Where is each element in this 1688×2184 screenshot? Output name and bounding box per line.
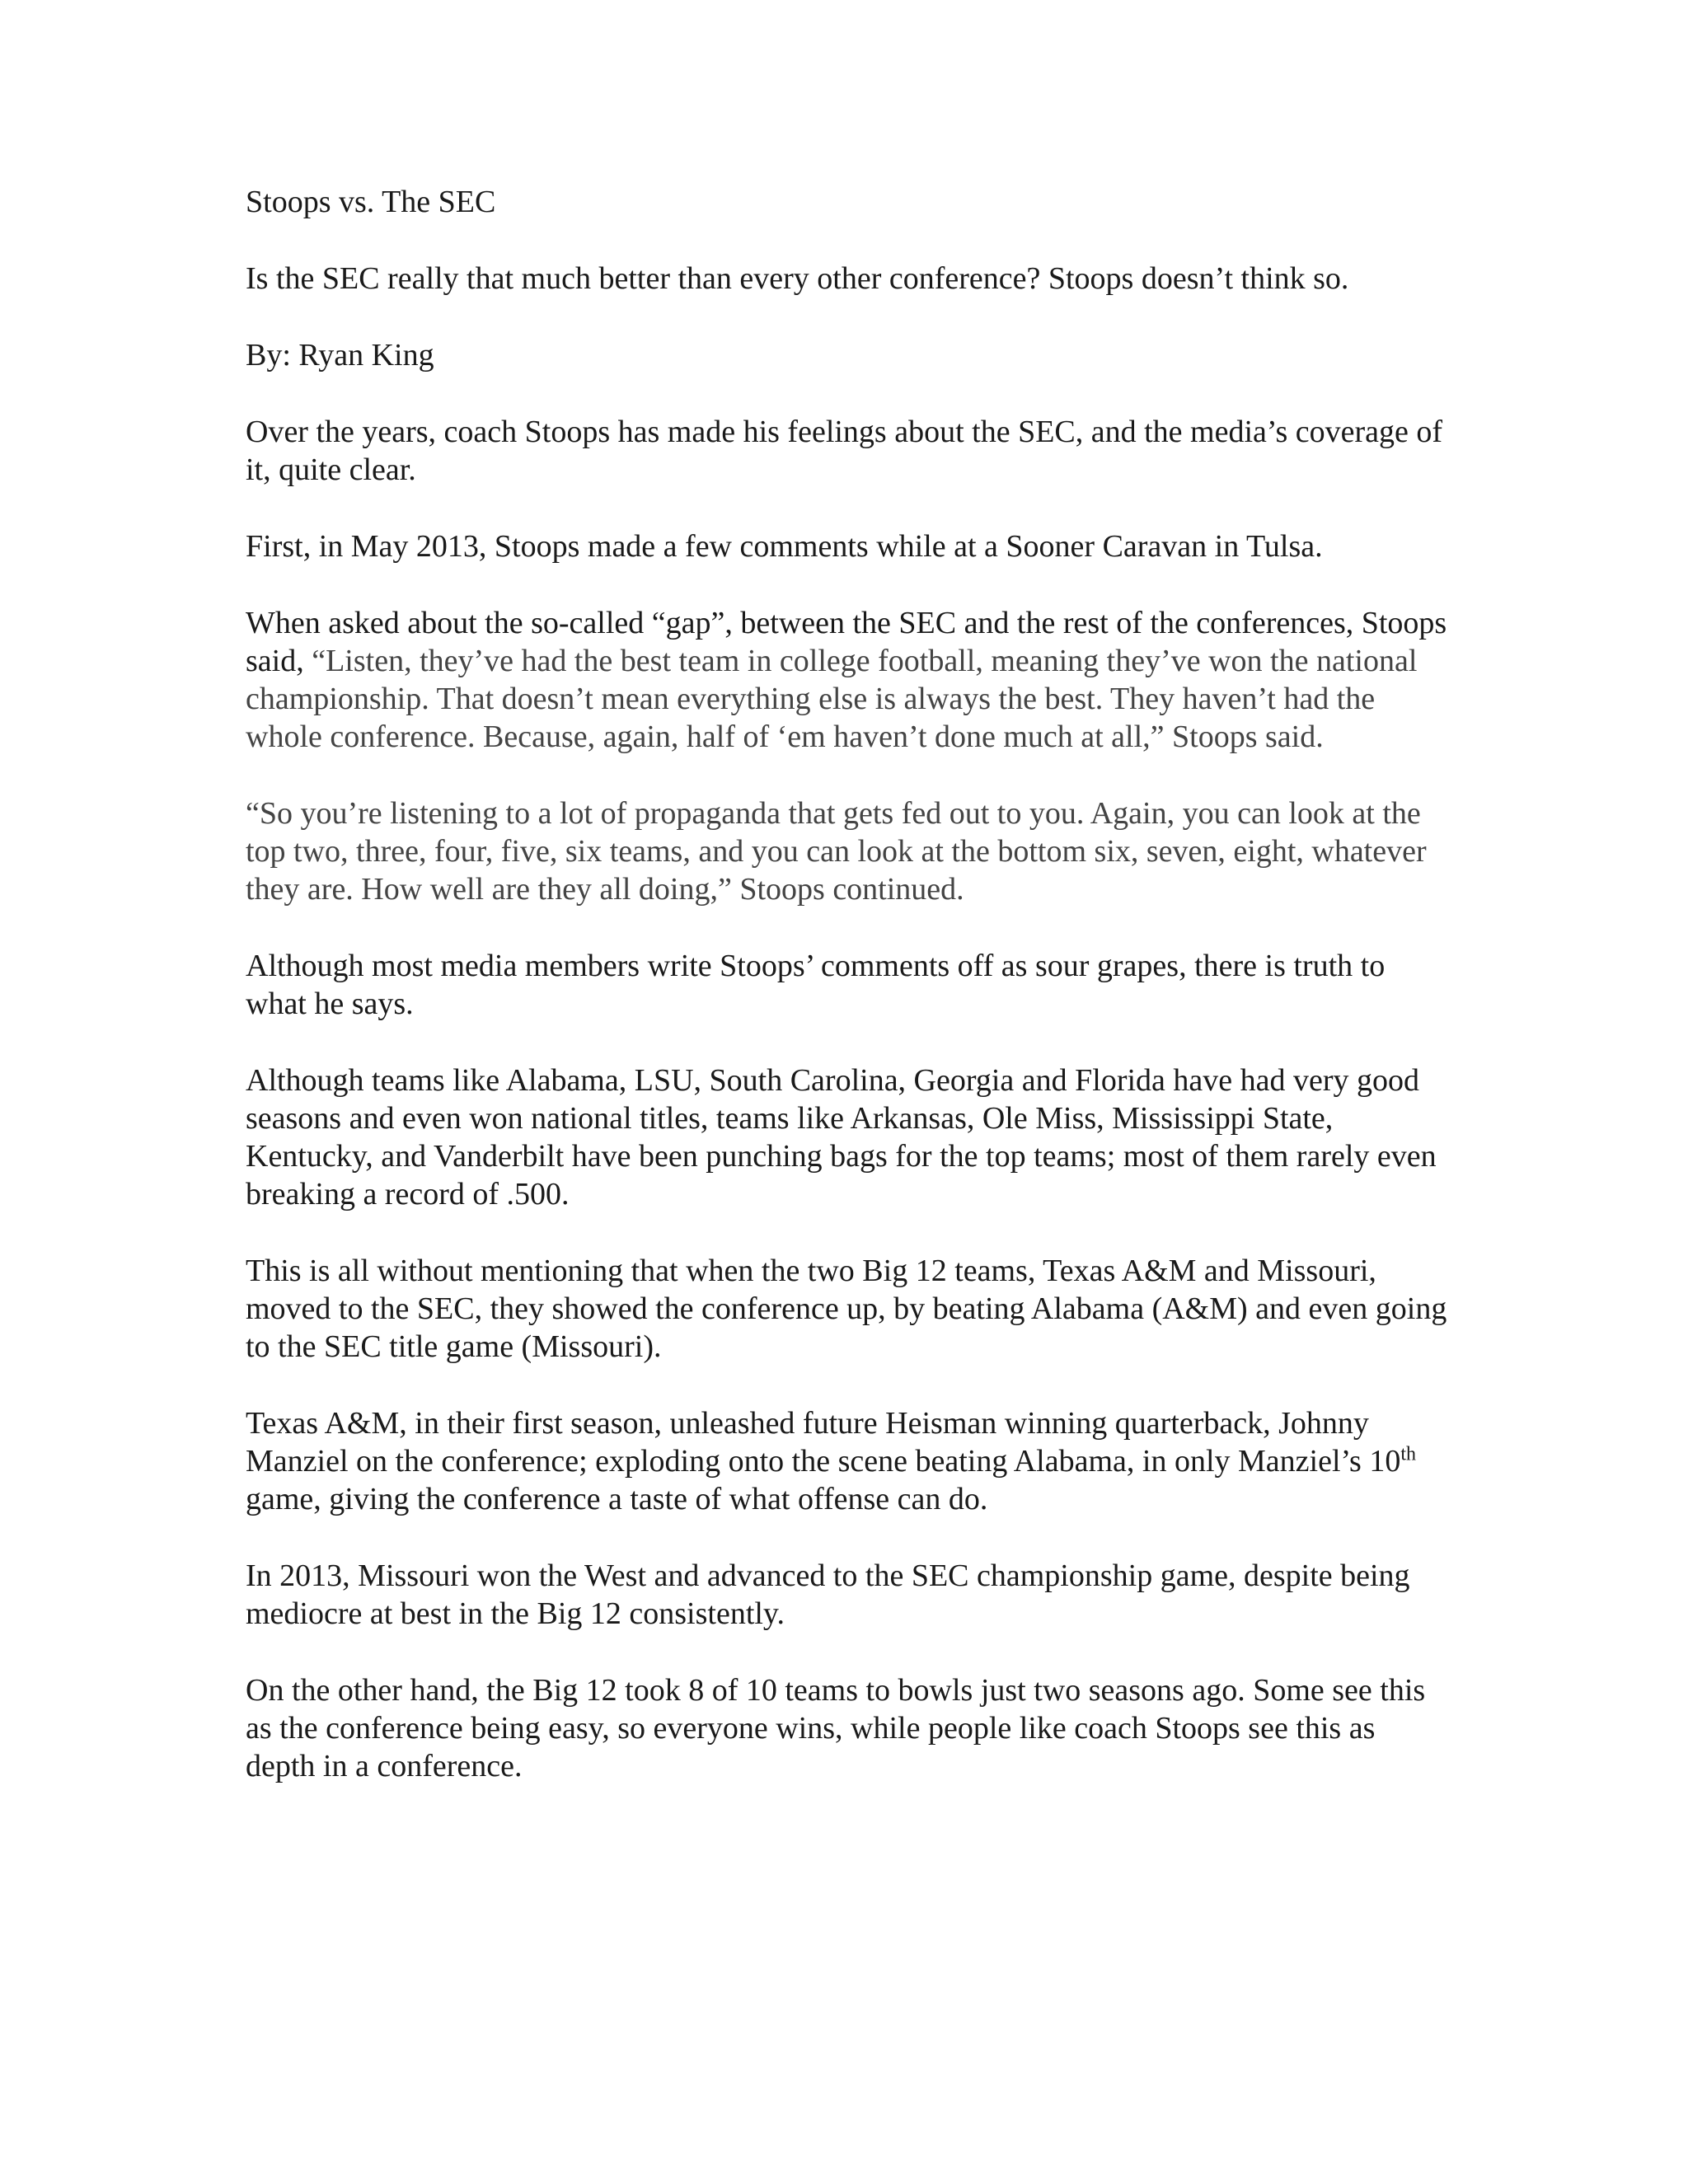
paragraph-manziel [246,1404,1449,1518]
paragraph-teams: Although teams like Alabama, LSU, South Carolina, Georgia and Florida have had very good seasons and even won national titles, teams like Arkansas, Ole Miss, Mississippi State, Kentucky, and Vanderbilt have been punching bags for the top teams; most of them rarely even breaking a record of .500. [246,1063,1437,1212]
paragraph-propaganda-quote: “So you’re listening to a lot of propaganda that gets fed out to you. Again, you can look at the top two, three, four, five, six teams, and you can look at the bottom six, seven, eight, whatever they are. How well are they all doing,” Stoops continued. [246,796,1427,907]
paragraph-may-2013: First, in May 2013, Stoops made a few comments while at a Sooner Caravan in Tulsa. [246,529,1323,564]
paragraph-missouri: In 2013, Missouri won the West and advanced to the SEC championship game, despite being mediocre at best in the Big 12 consistently. [246,1558,1410,1631]
article-byline: By: Ryan King [246,338,434,373]
paragraph-depth: On the other hand, the Big 12 took 8 of 10 teams to bowls just two seasons ago. Some see this as the conference being easy, so everyone wins, while people like coach Stoops see this as depth in a conference. [246,1673,1426,1783]
paragraph-intro: Over the years, coach Stoops has made his feelings about the SEC, and the media’s coverage of it, quite clear. [246,415,1443,487]
article-title: Stoops vs. The SEC [246,185,496,219]
manziel-text-a: Texas A&M, in their first season, unleashed future Heisman winning quarterback, Johnny Manziel on the conference; exploding onto the scene beating Alabama, in only Manziel’s 10 [246,1406,1401,1479]
gap-quote-text: “Listen, they’ve had the best team in college football, meaning they’ve won the national championship. That doesn’t mean everything else is always the best. They haven’t had the whole conference. Because, again, half of ‘em haven’t done much at all,” Stoops said. [246,644,1418,754]
paragraph-gap-quote [246,604,1449,756]
gap-quote-lead: When asked about the so-called “gap”, between the SEC and the rest of the conferences, Stoops said, [246,606,1447,678]
ordinal-suffix: th [1400,1443,1417,1465]
article-body [246,183,1449,1824]
article-subtitle: Is the SEC really that much better than every other conference? Stoops doesn’t think so. [246,261,1349,296]
paragraph-big12-teams: This is all without mentioning that when the two Big 12 teams, Texas A&M and Missouri, moved to the SEC, they showed the conference up, by beating Alabama (A&M) and even going to the SEC title game (Missouri). [246,1254,1447,1364]
paragraph-sour-grapes: Although most media members write Stoops’ comments off as sour grapes, there is truth to what he says. [246,949,1386,1021]
manziel-text-b: game, giving the conference a taste of what offense can do. [246,1482,988,1516]
